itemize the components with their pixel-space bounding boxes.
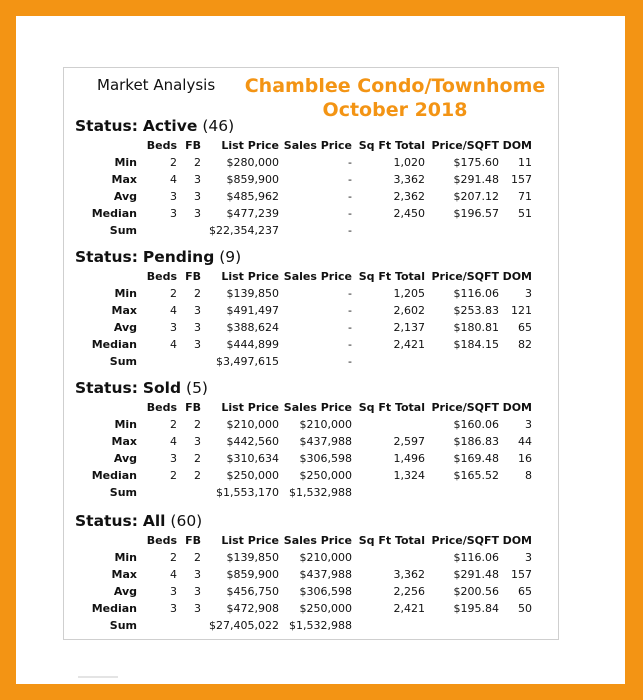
table-cell: 3: [525, 418, 532, 431]
table-row: [75, 353, 532, 370]
col-header-price-sqft: Price/SQFT: [431, 139, 499, 152]
table-cell: $310,634: [226, 452, 279, 465]
row-label: Avg: [113, 321, 137, 334]
table-row: [75, 188, 532, 205]
col-header-sales-price: Sales Price: [283, 139, 352, 152]
row-label: Avg: [113, 452, 137, 465]
status-count: (9): [219, 248, 242, 266]
table-cell: 3: [194, 321, 201, 334]
stats-table: [75, 399, 532, 501]
report-title-line1: Chamblee Condo/Townhome: [244, 75, 546, 97]
table-cell: 4: [170, 435, 177, 448]
table-cell: 71: [518, 190, 532, 203]
table-cell: [137, 484, 177, 501]
table-cell: 157: [511, 568, 532, 581]
col-header-fb: FB: [185, 534, 201, 547]
table-row: [75, 416, 532, 433]
status-count: (60): [170, 512, 203, 530]
table-cell: $437,988: [299, 568, 352, 581]
row-label: Sum: [109, 224, 137, 237]
table-cell: -: [348, 321, 352, 334]
report-card: [63, 67, 559, 640]
table-cell: 3: [194, 338, 201, 351]
col-header-price-sqft: Price/SQFT: [431, 534, 499, 547]
table-cell: 3: [170, 602, 177, 615]
section-all: [75, 511, 545, 634]
table-cell: $27,405,022: [209, 619, 279, 632]
table-cell: $210,000: [299, 418, 352, 431]
status-label: Status:: [75, 117, 138, 135]
table-cell: 2: [194, 551, 201, 564]
table-cell: -: [348, 338, 352, 351]
col-header-price-sqft: Price/SQFT: [431, 401, 499, 414]
header-row: [75, 268, 532, 285]
row-label: Sum: [109, 355, 137, 368]
table-cell: $456,750: [226, 585, 279, 598]
table-cell: [352, 222, 425, 239]
col-header-sqft-total: Sq Ft Total: [358, 401, 425, 414]
table-cell: 2,137: [393, 321, 425, 334]
table-cell: 1,324: [393, 469, 425, 482]
section-pending: [75, 247, 545, 370]
table-body: [75, 285, 532, 370]
table-cell: 3: [194, 435, 201, 448]
table-cell: [425, 353, 499, 370]
table-cell: [177, 484, 201, 501]
table-cell: [352, 416, 425, 433]
table-cell: $1,532,988: [289, 486, 352, 499]
table-cell: 2,597: [393, 435, 425, 448]
table-cell: -: [348, 173, 352, 186]
report-title-line2: October 2018: [322, 99, 468, 121]
col-header-beds: Beds: [146, 270, 177, 283]
table-cell: 2: [170, 469, 177, 482]
orange-border-frame: [16, 16, 625, 684]
table-row: [75, 566, 532, 583]
table-cell: $139,850: [226, 287, 279, 300]
section-title: [75, 116, 545, 137]
col-header-sales-price: Sales Price: [283, 401, 352, 414]
table-row: [75, 549, 532, 566]
table-cell: 2: [194, 156, 201, 169]
table-cell: 2: [194, 418, 201, 431]
table-row: [75, 617, 532, 634]
table-cell: $186.83: [453, 435, 499, 448]
status-name: Pending: [142, 248, 215, 266]
table-cell: 3: [194, 173, 201, 186]
table-cell: $485,962: [226, 190, 279, 203]
table-row: [75, 302, 532, 319]
table-row: [75, 484, 532, 501]
col-header-list-price: List Price: [221, 534, 279, 547]
row-label: Max: [111, 435, 137, 448]
table-cell: [425, 484, 499, 501]
table-cell: $437,988: [299, 435, 352, 448]
table-cell: -: [348, 355, 352, 368]
row-label: Max: [111, 568, 137, 581]
table-cell: [352, 484, 425, 501]
col-header-sqft-total: Sq Ft Total: [358, 139, 425, 152]
table-cell: $253.83: [453, 304, 499, 317]
section-active: [75, 116, 545, 239]
table-cell: 2,362: [393, 190, 425, 203]
table-cell: 3: [170, 190, 177, 203]
table-cell: 2,256: [393, 585, 425, 598]
row-label: Median: [91, 207, 137, 220]
table-cell: $210,000: [226, 418, 279, 431]
table-cell: 2,450: [393, 207, 425, 220]
table-cell: 3,362: [393, 173, 425, 186]
table-cell: 51: [518, 207, 532, 220]
table-cell: 3: [170, 585, 177, 598]
table-cell: 157: [511, 173, 532, 186]
table-cell: 4: [170, 304, 177, 317]
table-row: [75, 205, 532, 222]
table-cell: $388,624: [226, 321, 279, 334]
table-row: [75, 154, 532, 171]
table-cell: [499, 353, 532, 370]
row-label: Sum: [109, 486, 137, 499]
table-cell: -: [348, 190, 352, 203]
table-cell: -: [348, 156, 352, 169]
col-header-beds: Beds: [146, 401, 177, 414]
row-label: Median: [91, 602, 137, 615]
table-cell: $477,239: [226, 207, 279, 220]
table-cell: -: [348, 224, 352, 237]
table-row: [75, 450, 532, 467]
row-label: Min: [114, 156, 137, 169]
col-header-dom: DOM: [502, 401, 532, 414]
status-label: Status:: [75, 379, 138, 397]
table-cell: $291.48: [453, 568, 499, 581]
table-row: [75, 433, 532, 450]
table-cell: $306,598: [299, 452, 352, 465]
section-sold: [75, 378, 545, 501]
table-row: [75, 467, 532, 484]
table-cell: $160.06: [453, 418, 499, 431]
table-cell: 8: [525, 469, 532, 482]
table-cell: $250,000: [299, 469, 352, 482]
table-cell: 3: [525, 287, 532, 300]
table-cell: 3: [194, 602, 201, 615]
table-cell: [137, 617, 177, 634]
table-cell: $250,000: [299, 602, 352, 615]
table-cell: 2,421: [393, 338, 425, 351]
table-cell: [137, 222, 177, 239]
table-cell: $859,900: [226, 173, 279, 186]
col-header-list-price: List Price: [221, 401, 279, 414]
status-name: Sold: [142, 379, 182, 397]
col-header-price-sqft: Price/SQFT: [431, 270, 499, 283]
row-label: Max: [111, 304, 137, 317]
row-label: Sum: [109, 619, 137, 632]
table-cell: 3: [194, 568, 201, 581]
table-cell: [425, 222, 499, 239]
table-cell: $196.57: [453, 207, 499, 220]
table-cell: $859,900: [226, 568, 279, 581]
market-analysis-label: Market Analysis: [97, 76, 216, 94]
col-header-dom: DOM: [502, 534, 532, 547]
row-label: Min: [114, 418, 137, 431]
col-header-sales-price: Sales Price: [283, 270, 352, 283]
table-cell: [352, 549, 425, 566]
table-cell: [352, 353, 425, 370]
table-cell: 65: [518, 321, 532, 334]
status-count: (5): [186, 379, 208, 397]
table-cell: $444,899: [226, 338, 279, 351]
col-header-sqft-total: Sq Ft Total: [358, 534, 425, 547]
row-label: Avg: [113, 585, 137, 598]
row-label: Min: [114, 287, 137, 300]
table-cell: $207.12: [453, 190, 499, 203]
row-label: Avg: [113, 190, 137, 203]
table-cell: [499, 484, 532, 501]
table-cell: 1,496: [393, 452, 425, 465]
status-name: Active: [142, 117, 198, 135]
col-header-beds: Beds: [146, 534, 177, 547]
col-header-fb: FB: [185, 139, 201, 152]
table-cell: $180.81: [453, 321, 499, 334]
col-header-dom: DOM: [502, 270, 532, 283]
status-name: All: [142, 512, 166, 530]
table-cell: [177, 617, 201, 634]
col-header-sqft-total: Sq Ft Total: [358, 270, 425, 283]
table-cell: $291.48: [453, 173, 499, 186]
table-cell: 4: [170, 568, 177, 581]
table-row: [75, 600, 532, 617]
table-cell: $184.15: [453, 338, 499, 351]
table-cell: $169.48: [453, 452, 499, 465]
col-header-list-price: List Price: [221, 270, 279, 283]
col-header-dom: DOM: [502, 139, 532, 152]
table-cell: $3,497,615: [216, 355, 279, 368]
table-cell: $116.06: [453, 287, 499, 300]
table-cell: 2: [170, 287, 177, 300]
table-cell: 121: [511, 304, 532, 317]
row-label: Min: [114, 551, 137, 564]
table-cell: [137, 353, 177, 370]
table-body: [75, 154, 532, 239]
table-cell: 3: [525, 551, 532, 564]
status-label: Status:: [75, 248, 138, 266]
section-title: [75, 511, 545, 532]
table-cell: [499, 617, 532, 634]
table-row: [75, 285, 532, 302]
table-cell: 3: [170, 321, 177, 334]
table-row: [75, 222, 532, 239]
table-cell: $200.56: [453, 585, 499, 598]
col-header-fb: FB: [185, 270, 201, 283]
table-cell: 3: [194, 304, 201, 317]
table-cell: 3,362: [393, 568, 425, 581]
table-cell: $472,908: [226, 602, 279, 615]
col-header-beds: Beds: [146, 139, 177, 152]
table-cell: 1,205: [393, 287, 425, 300]
table-cell: $165.52: [453, 469, 499, 482]
table-cell: $22,354,237: [209, 224, 279, 237]
row-label: Max: [111, 173, 137, 186]
table-cell: -: [348, 304, 352, 317]
table-row: [75, 171, 532, 188]
table-cell: 3: [194, 585, 201, 598]
header-row: [75, 532, 532, 549]
table-cell: 2: [194, 469, 201, 482]
table-cell: $250,000: [226, 469, 279, 482]
row-label: Median: [91, 338, 137, 351]
table-row: [75, 583, 532, 600]
table-cell: 2,421: [393, 602, 425, 615]
table-cell: 82: [518, 338, 532, 351]
header-row: [75, 137, 532, 154]
table-cell: [177, 222, 201, 239]
row-label: Median: [91, 469, 137, 482]
table-row: [75, 336, 532, 353]
header-row: [75, 399, 532, 416]
table-body: [75, 416, 532, 501]
status-count: (46): [202, 117, 235, 135]
table-cell: 3: [194, 190, 201, 203]
stats-table: [75, 532, 532, 634]
table-cell: 65: [518, 585, 532, 598]
table-cell: [499, 222, 532, 239]
table-cell: 16: [518, 452, 532, 465]
col-header-fb: FB: [185, 401, 201, 414]
report-title: [240, 74, 550, 122]
table-cell: $175.60: [453, 156, 499, 169]
section-title: [75, 378, 545, 399]
table-cell: 1,020: [393, 156, 425, 169]
table-cell: [177, 353, 201, 370]
table-cell: [352, 617, 425, 634]
table-cell: 2: [170, 418, 177, 431]
table-cell: $306,598: [299, 585, 352, 598]
col-header-sales-price: Sales Price: [283, 534, 352, 547]
table-cell: $139,850: [226, 551, 279, 564]
stats-table: [75, 137, 532, 239]
table-cell: $1,553,170: [216, 486, 279, 499]
table-cell: 2: [194, 452, 201, 465]
table-cell: 2: [194, 287, 201, 300]
table-cell: -: [348, 287, 352, 300]
table-cell: 2: [170, 156, 177, 169]
table-cell: [425, 617, 499, 634]
status-label: Status:: [75, 512, 138, 530]
table-cell: 3: [170, 207, 177, 220]
section-title: [75, 247, 545, 268]
stats-table: [75, 268, 532, 370]
table-cell: 4: [170, 173, 177, 186]
table-cell: 4: [170, 338, 177, 351]
table-cell: $442,560: [226, 435, 279, 448]
table-row: [75, 319, 532, 336]
table-cell: 50: [518, 602, 532, 615]
table-cell: $210,000: [299, 551, 352, 564]
table-cell: $280,000: [226, 156, 279, 169]
table-cell: $116.06: [453, 551, 499, 564]
table-cell: 2,602: [393, 304, 425, 317]
table-cell: -: [348, 207, 352, 220]
table-cell: 44: [518, 435, 532, 448]
col-header-list-price: List Price: [221, 139, 279, 152]
table-cell: 11: [518, 156, 532, 169]
table-cell: 3: [194, 207, 201, 220]
table-cell: $1,532,988: [289, 619, 352, 632]
table-cell: $491,497: [226, 304, 279, 317]
table-body: [75, 549, 532, 634]
faint-footer-mark: [78, 676, 118, 678]
table-cell: 3: [170, 452, 177, 465]
table-cell: $195.84: [453, 602, 499, 615]
table-cell: 2: [170, 551, 177, 564]
